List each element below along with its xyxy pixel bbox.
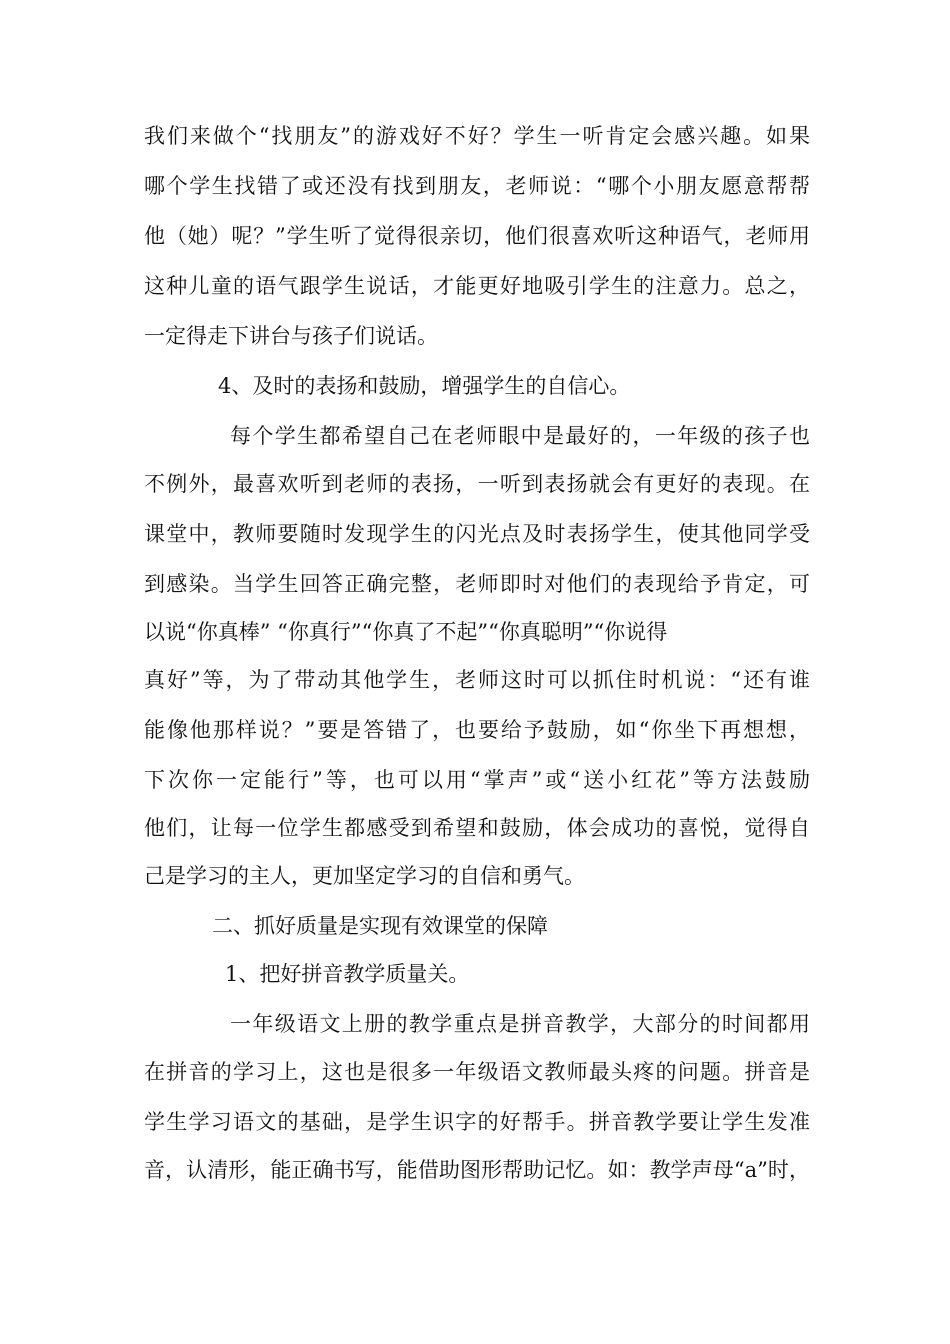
text-line: 不例外，最喜欢听到老师的表扬，一听到表扬就会有更好的表现。在 bbox=[144, 472, 810, 496]
text-line: 在拼音的学习上，这也是很多一年级语文教师最头疼的问题。拼音是 bbox=[144, 1060, 810, 1084]
text-line: 到感染。当学生回答正确完整，老师即时对他们的表现给予肯定，可 bbox=[144, 572, 810, 596]
text-line: 音，认清形，能正确书写，能借助图形帮助记忆。如：教学声母“a”时， bbox=[144, 1158, 810, 1182]
text-line: 这种儿童的语气跟学生说话，才能更好地吸引学生的注意力。总之， bbox=[144, 274, 810, 298]
paragraph-first-line: 一年级语文上册的教学重点是拼音教学，大部分的时间都用 bbox=[230, 1012, 810, 1036]
text-line: 课堂中，教师要随时发现学生的闪光点及时表扬学生，使其他同学受 bbox=[144, 522, 810, 546]
text-line: 下次你一定能行”等，也可以用“掌声”或“送小红花”等方法鼓励 bbox=[144, 768, 810, 792]
text-line: 哪个学生找错了或还没有找到朋友，老师说：“哪个小朋友愿意帮帮 bbox=[144, 174, 810, 198]
paragraph-first-line: 每个学生都希望自己在老师眼中是最好的，一年级的孩子也 bbox=[230, 424, 810, 448]
text-line: 以说“你真棒” “你真行”“你真了不起”“你真聪明”“你说得 bbox=[144, 620, 668, 644]
section-heading: 4、及时的表扬和鼓励，增强学生的自信心。 bbox=[218, 374, 631, 398]
text-line: 我们来做个“找朋友”的游戏好不好？学生一听肯定会感兴趣。如果 bbox=[144, 124, 810, 148]
text-line: 他们，让每一位学生都感受到希望和鼓励，体会成功的喜悦，觉得自 bbox=[144, 816, 810, 840]
text-line: 己是学习的主人，更加坚定学习的自信和勇气。 bbox=[144, 864, 585, 888]
subsection-heading: 1、把好拼音教学质量关。 bbox=[225, 962, 470, 986]
text-line: 他（她）呢？”学生听了觉得很亲切，他们很喜欢听这种语气，老师用 bbox=[144, 224, 810, 248]
text-line: 学生学习语文的基础，是学生识字的好帮手。拼音教学要让学生发准 bbox=[144, 1110, 810, 1134]
text-line: 能像他那样说？”要是答错了，也要给予鼓励，如“你坐下再想想， bbox=[144, 718, 810, 742]
text-line: 一定得走下讲台与孩子们说话。 bbox=[144, 324, 438, 348]
text-line: 真好”等，为了带动其他学生，老师这时可以抓住时机说：“还有谁 bbox=[144, 668, 810, 692]
section-heading: 二、抓好质量是实现有效课堂的保障 bbox=[212, 914, 548, 938]
